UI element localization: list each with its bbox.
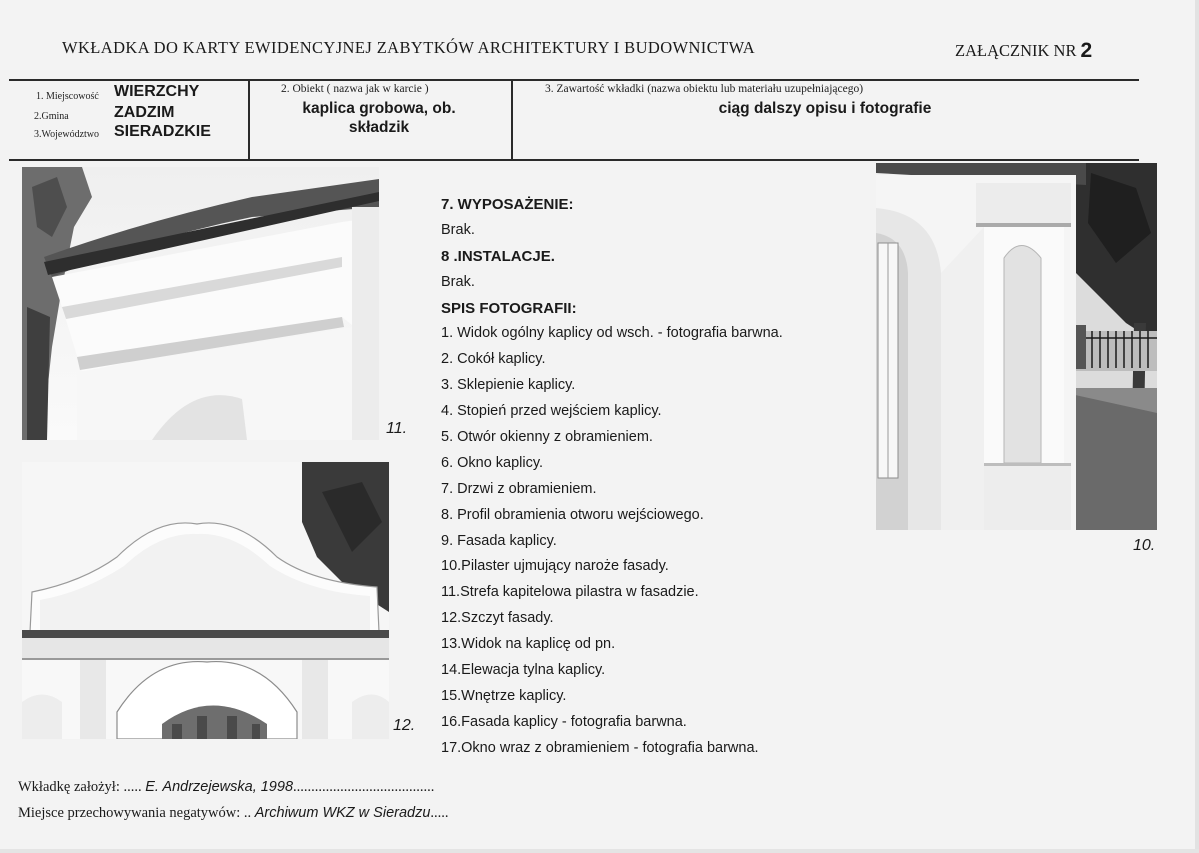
text-line: Brak. [441, 273, 475, 290]
voivodeship-label: 3.Województwo [34, 129, 100, 140]
town-label: 1. Miejscowość [36, 91, 99, 102]
storage-prefix: Miejsce przechowywania negatywów: .. [18, 805, 252, 821]
page-edge-bottom [0, 849, 1199, 853]
created-by-dots: ....................................... [293, 779, 435, 795]
page-edge-right [1195, 0, 1199, 853]
photo-10-number: 10. [1133, 537, 1156, 554]
object-label: 2. Obiekt ( nazwa jak w karcie ) [281, 83, 429, 95]
text-line: 3. Sklepienie kaplicy. [441, 377, 576, 394]
storage-dots: ..... [430, 805, 449, 821]
text-line: Brak. [441, 221, 475, 238]
text-line: 11.Strefa kapitelowa pilastra w fasadzie. [441, 584, 699, 601]
header-rule-bottom [9, 159, 1139, 161]
negatives-storage-line [18, 805, 449, 822]
text-line: 16.Fasada kaplicy - fotografia barwna. [441, 713, 687, 730]
photo-pilaster-corner [876, 163, 1157, 530]
commune-label: 2.Gmina [34, 111, 69, 122]
text-line: 9. Fasada kaplicy. [441, 532, 557, 549]
commune-value: ZADZIM [114, 104, 175, 121]
description-text-block [441, 192, 871, 762]
text-line: 7. Drzwi z obramieniem. [441, 480, 597, 497]
text-line: 14.Elewacja tylna kaplicy. [441, 662, 606, 679]
town-value: WIERZCHY [114, 83, 200, 100]
created-by-prefix: Wkładkę założył: ..... [18, 779, 142, 795]
text-line: 2. Cokół kaplicy. [441, 351, 546, 368]
column-divider-1 [248, 80, 250, 160]
text-line: 15.Wnętrze kaplicy. [441, 687, 567, 704]
photo-12-number: 12. [393, 717, 416, 734]
voivodeship-value: SIERADZKIE [114, 123, 211, 140]
text-line: 1. Widok ogólny kaplicy od wsch. - fotografia barwna. [441, 325, 783, 342]
text-line: 17.Okno wraz z obramieniem - fotografia barwna. [441, 739, 759, 756]
contents-value: ciąg dalszy opisu i fotografie [718, 100, 932, 117]
storage-value: Archiwum WKZ w Sieradzu [254, 805, 431, 821]
photo-11-number: 11. [386, 420, 408, 437]
text-line: 8. Profil obramienia otworu wejściowego. [441, 506, 704, 523]
annex-number [955, 38, 1092, 62]
created-by-line [18, 779, 434, 796]
column-divider-2 [511, 80, 513, 160]
photo-gable-graphic [22, 462, 389, 739]
text-line: 10.Pilaster ujmujący naroże fasady. [441, 558, 669, 575]
text-line: 4. Stopień przed wejściem kaplicy. [441, 403, 662, 420]
section-heading: 8 .INSTALACJE. [441, 247, 555, 265]
object-value-line1: kaplica grobowa, ob. [302, 100, 456, 117]
photo-cornice-graphic [22, 167, 379, 440]
photo-pilaster-graphic [876, 163, 1157, 530]
section-heading: 7. WYPOSAŻENIE: [441, 196, 574, 213]
text-line: 6. Okno kaplicy. [441, 454, 544, 471]
photo-gable-detail [22, 462, 389, 739]
header-rule-top [9, 79, 1139, 81]
contents-label: 3. Zawartość wkładki (nazwa obiektu lub materiału uzupełniającego) [545, 83, 864, 95]
document-title: WKŁADKA DO KARTY EWIDENCYJNEJ ZABYTKÓW ARCHITEKTURY I BUDOWNICTWA [62, 38, 756, 57]
photo-cornice-detail [22, 167, 379, 440]
created-by-value: E. Andrzejewska, 1998 [145, 779, 294, 795]
text-line: 13.Widok na kaplicę od pn. [441, 636, 616, 653]
object-value-line2: składzik [348, 119, 410, 136]
text-line: 12.Szczyt fasady. [441, 610, 554, 627]
annex-label: ZAŁĄCZNIK NR [955, 41, 1077, 60]
annex-value: 2 [1080, 39, 1093, 62]
section-heading: SPIS FOTOGRAFII: [441, 299, 577, 317]
text-line: 5. Otwór okienny z obramieniem. [441, 429, 653, 446]
